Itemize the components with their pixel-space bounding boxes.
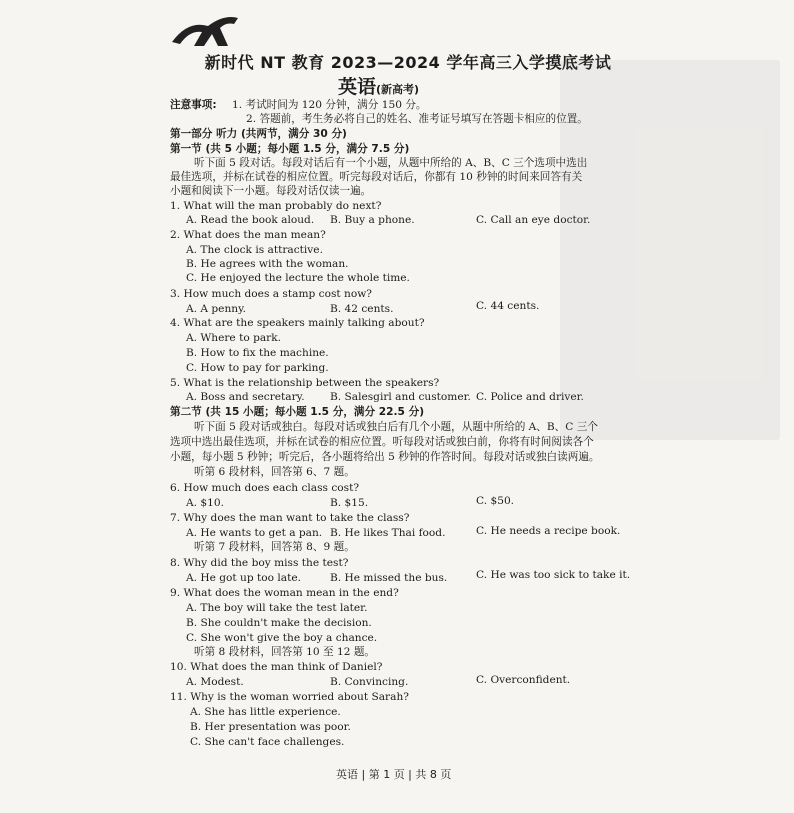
subject-heading bbox=[338, 72, 419, 99]
option-c: C. He was too sick to take it. bbox=[476, 569, 631, 581]
part1-title: 第一部分 听力 (共两节，满分 30 分) bbox=[170, 128, 347, 140]
option-b: B. She couldn't make the decision. bbox=[186, 617, 372, 629]
option-c: C. 44 cents. bbox=[476, 300, 540, 312]
subject-note: (新高考) bbox=[376, 83, 420, 96]
exam-title: 新时代 NT 教育 2023—2024 学年高三入学摸底考试 bbox=[204, 53, 612, 72]
option-c: C. Overconfident. bbox=[476, 674, 571, 686]
option-b: B. Buy a phone. bbox=[330, 214, 415, 226]
material-8-note: 听第 8 段材料，回答第 10 至 12 题。 bbox=[194, 646, 376, 658]
option-a: A. Modest. bbox=[186, 676, 244, 688]
option-a: A. Where to park. bbox=[186, 332, 282, 344]
note-2: 2. 答题前，考生务必将自己的姓名、准考证号填写在答题卡相应的位置。 bbox=[246, 113, 588, 125]
question-stem: 7. Why does the man want to take the class? bbox=[170, 512, 410, 524]
option-c: C. She won't give the boy a chance. bbox=[186, 632, 378, 644]
option-a: A. $10. bbox=[186, 497, 224, 509]
option-b: B. He missed the bus. bbox=[330, 572, 448, 584]
option-a: A. He got up too late. bbox=[186, 572, 301, 584]
option-b: B. How to fix the machine. bbox=[186, 347, 329, 359]
option-a: A. He wants to get a pan. bbox=[186, 527, 323, 539]
option-a: A. She has little experience. bbox=[190, 706, 341, 718]
question-stem: 6. How much does each class cost? bbox=[170, 482, 360, 494]
section1-title: 第一节 (共 5 小题；每小题 1.5 分，满分 7.5 分) bbox=[170, 143, 410, 155]
option-a: A. Read the book aloud. bbox=[186, 214, 315, 226]
option-b: B. He agrees with the woman. bbox=[186, 258, 349, 270]
option-c: C. He needs a recipe book. bbox=[476, 525, 621, 537]
question-stem: 3. How much does a stamp cost now? bbox=[170, 288, 372, 300]
nt-logo-icon bbox=[168, 12, 242, 52]
question-stem: 4. What are the speakers mainly talking about? bbox=[170, 317, 425, 329]
option-a: A. A penny. bbox=[186, 303, 247, 315]
option-b: B. 42 cents. bbox=[330, 303, 394, 315]
section2-instruction-3: 小题，每小题 5 秒钟；听完后，各小题将给出 5 秒钟的作答时间。每段对话或独白读两遍。 bbox=[170, 451, 600, 463]
question-stem: 5. What is the relationship between the speakers? bbox=[170, 377, 440, 389]
option-b: B. Salesgirl and customer. bbox=[330, 391, 471, 403]
question-stem: 2. What does the man mean? bbox=[170, 229, 326, 241]
option-c: C. How to pay for parking. bbox=[186, 362, 329, 374]
section1-instruction-1: 听下面 5 段对话。每段对话后有一个小题，从题中所给的 A、B、C 三个选项中选出 bbox=[194, 157, 588, 169]
section2-instruction-1: 听下面 5 段对话或独白。每段对话或独白后有几个小题，从题中所给的 A、B、C 三个 bbox=[194, 421, 598, 433]
notes-label: 注意事项: bbox=[170, 99, 217, 111]
question-stem: 10. What does the man think of Daniel? bbox=[170, 661, 383, 673]
section1-instruction-2: 最佳选项，并标在试卷的相应位置。听完每段对话后，你都有 10 秒钟的时间来回答有关 bbox=[170, 171, 583, 183]
page-footer: 英语 | 第 1 页 | 共 8 页 bbox=[336, 768, 452, 781]
option-c: C. $50. bbox=[476, 495, 515, 507]
section2-instruction-2: 选项中选出最佳选项，并标在试卷的相应位置。听每段对话或独白前，你将有时间阅读各个 bbox=[170, 436, 594, 448]
option-c: C. She can't face challenges. bbox=[190, 736, 345, 748]
option-c: C. Call an eye doctor. bbox=[476, 214, 591, 226]
option-b: B. He likes Thai food. bbox=[330, 527, 446, 539]
note-1: 1. 考试时间为 120 分钟，满分 150 分。 bbox=[232, 99, 427, 111]
option-b: B. Her presentation was poor. bbox=[190, 721, 351, 733]
question-stem: 9. What does the woman mean in the end? bbox=[170, 587, 399, 599]
section2-title: 第二节 (共 15 小题；每小题 1.5 分，满分 22.5 分) bbox=[170, 406, 425, 418]
option-b: B. Convincing. bbox=[330, 676, 409, 688]
material-6-note: 听第 6 段材料，回答第 6、7 题。 bbox=[194, 466, 355, 478]
option-a: A. The boy will take the test later. bbox=[186, 602, 368, 614]
option-a: A. The clock is attractive. bbox=[186, 244, 323, 256]
section1-instruction-3: 小题和阅读下一小题。每段对话仅读一遍。 bbox=[170, 185, 372, 197]
bleed-through-shadow bbox=[560, 60, 780, 440]
option-b: B. $15. bbox=[330, 497, 369, 509]
material-7-note: 听第 7 段材料，回答第 8、9 题。 bbox=[194, 541, 355, 553]
option-c: C. He enjoyed the lecture the whole time. bbox=[186, 272, 410, 284]
option-a: A. Boss and secretary. bbox=[186, 391, 305, 403]
subject-name: 英语 bbox=[338, 76, 377, 98]
question-stem: 8. Why did the boy miss the test? bbox=[170, 557, 349, 569]
question-stem: 11. Why is the woman worried about Sarah? bbox=[170, 691, 409, 703]
option-c: C. Police and driver. bbox=[476, 391, 584, 403]
question-stem: 1. What will the man probably do next? bbox=[170, 200, 382, 212]
